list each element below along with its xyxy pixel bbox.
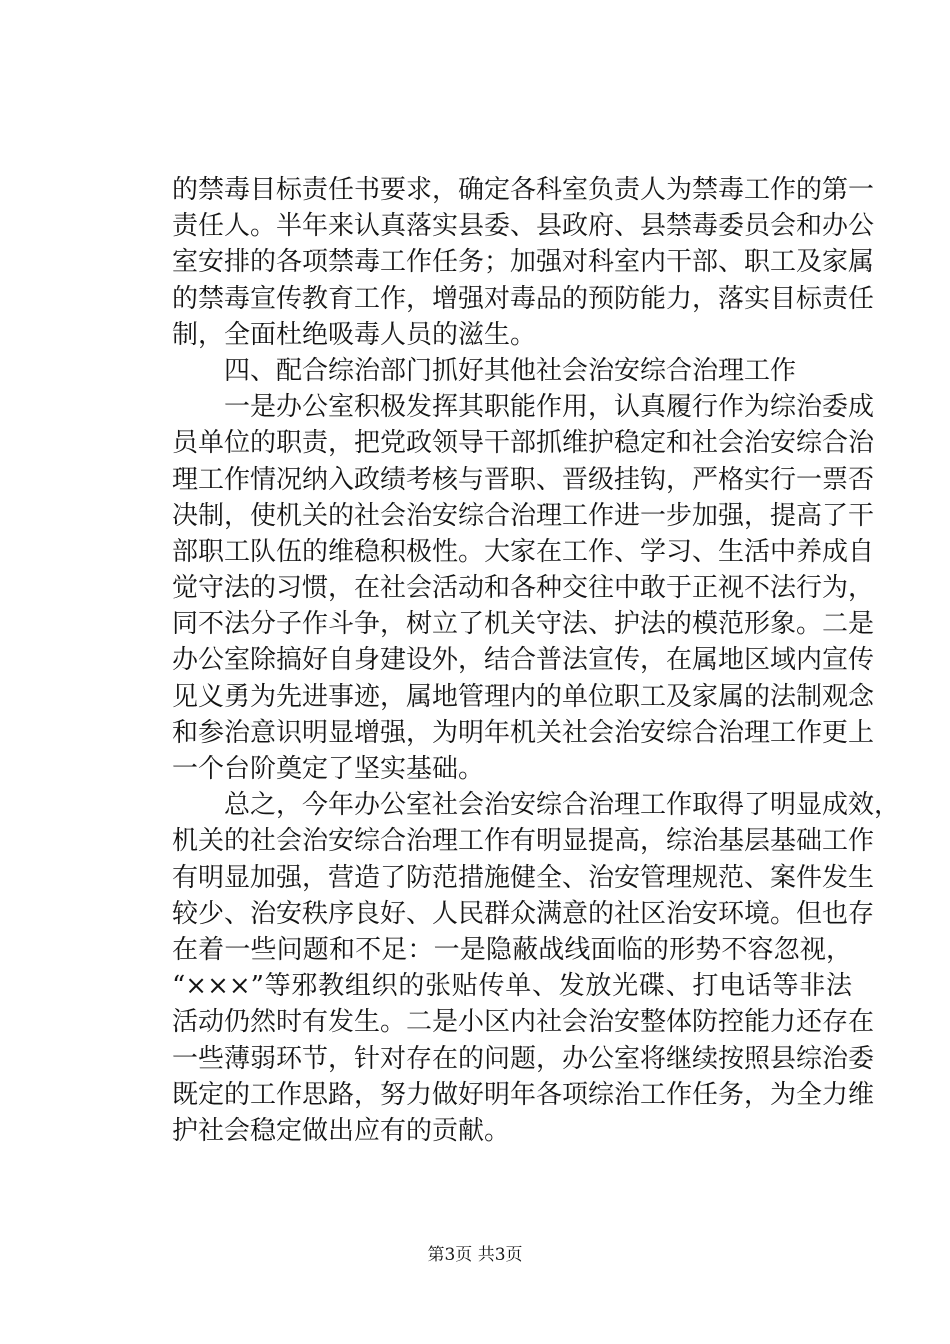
text-line: 在着一些问题和不足：一是隐蔽战线面临的形势不容忽视， — [172, 934, 852, 965]
page-number-footer: 第3页 共3页 — [427, 1245, 523, 1265]
text-line: 机关的社会治安综合治理工作有明显提高，综治基层基础工作 — [172, 826, 875, 857]
text-line: 一些薄弱环节，针对存在的问题，办公室将继续按照县综治委 — [172, 1043, 875, 1074]
text-line: 责任人。半年来认真落实县委、县政府、县禁毒委员会和办公 — [172, 211, 875, 242]
text-line: 办公室除搞好自身建设外，结合普法宣传，在属地区域内宣传 — [172, 645, 875, 676]
text-line: 较少、治安秩序良好、人民群众满意的社区治安环境。但也存 — [172, 898, 875, 929]
text-line: 一个台阶奠定了坚实基础。 — [172, 754, 485, 784]
text-line: 的禁毒宣传教育工作，增强对毒品的预防能力，落实目标责任 — [172, 283, 875, 314]
text-line: 部职工队伍的维稳积极性。大家在工作、学习、生活中养成自 — [172, 536, 875, 567]
document-body — [172, 172, 901, 1149]
text-line: “×××”等邪教组织的张贴传单、发放光碟、打电话等非法 — [172, 971, 852, 1002]
text-line: 既定的工作思路，努力做好明年各项综治工作任务，为全力维 — [172, 1079, 875, 1110]
text-line: 一是办公室积极发挥其职能作用，认真履行作为综治委成 — [224, 392, 875, 423]
text-line: 的禁毒目标责任书要求，确定各科室负责人为禁毒工作的第一 — [172, 175, 875, 205]
text-line: 觉守法的习惯，在社会活动和各种交往中敢于正视不法行为， — [172, 573, 875, 604]
text-line: 员单位的职责，把党政领导干部抓维护稳定和社会治安综合治 — [172, 428, 875, 459]
text-line: 见义勇为先进事迹，属地管理内的单位职工及家属的法制观念 — [172, 681, 875, 712]
text-line: 同不法分子作斗争，树立了机关守法、护法的模范形象。二是 — [172, 609, 875, 640]
text-line: 制，全面杜绝吸毒人员的滋生。 — [172, 319, 537, 350]
text-line: 活动仍然时有发生。二是小区内社会治安整体防控能力还存在 — [172, 1007, 875, 1038]
section-heading: 四、配合综治部门抓好其他社会治安综合治理工作 — [224, 355, 797, 386]
text-line: 有明显加强，营造了防范措施健全、治安管理规范、案件发生 — [172, 862, 875, 893]
text-line: 总之，今年办公室社会治安综合治理工作取得了明显成效， — [224, 790, 901, 821]
text-line: 室安排的各项禁毒工作任务；加强对科室内干部、职工及家属 — [172, 247, 875, 278]
text-line: 护社会稳定做出应有的贡献。 — [172, 1115, 511, 1146]
text-line: 决制，使机关的社会治安综合治理工作进一步加强，提高了干 — [172, 500, 875, 531]
text-line: 理工作情况纳入政绩考核与晋职、晋级挂钩，严格实行一票否 — [172, 464, 875, 495]
text-line: 和参治意识明显增强，为明年机关社会治安综合治理工作更上 — [172, 717, 875, 748]
